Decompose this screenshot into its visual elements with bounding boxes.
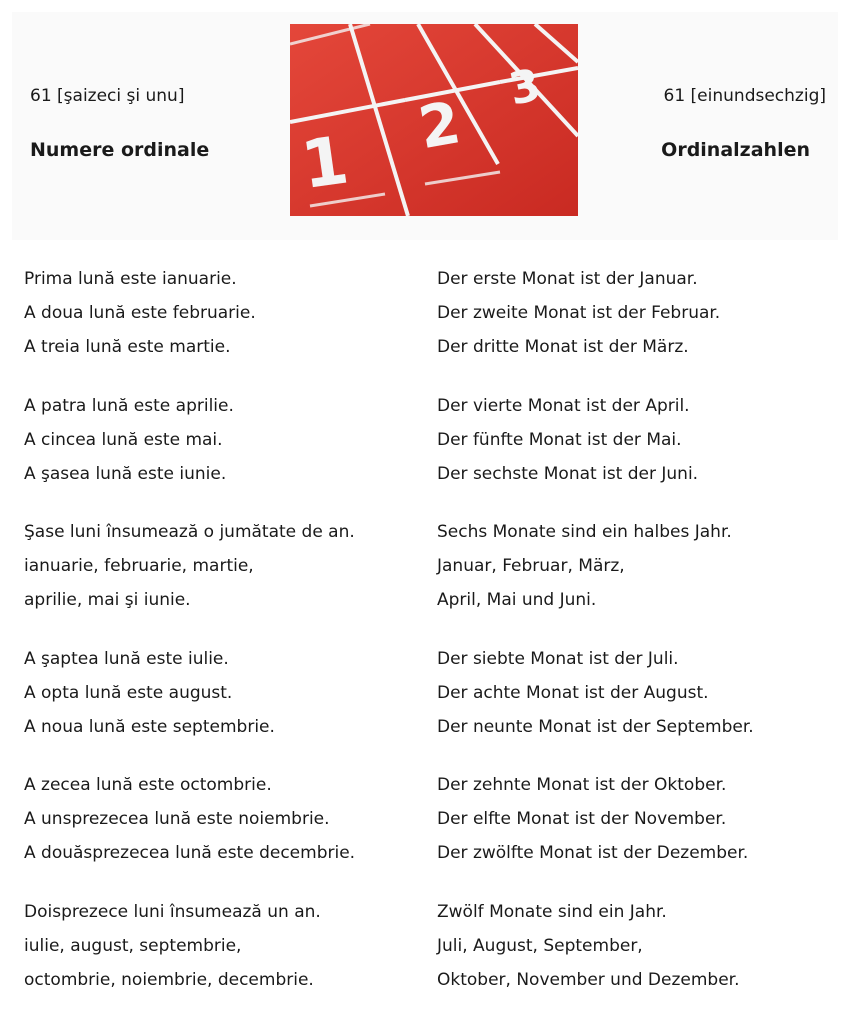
digit-three-mark: 3 <box>504 59 546 116</box>
phrase-de: Der elfte Monat ist der November. <box>437 809 727 829</box>
phrase-ro: aprilie, mai şi iunie. <box>24 590 191 610</box>
phrase-row <box>24 768 824 802</box>
phrase-row <box>24 895 824 929</box>
phrase-ro: A zecea lună este octombrie. <box>24 775 272 795</box>
phrase-ro: A douăsprezecea lună este decembrie. <box>24 843 356 863</box>
phrase-list <box>24 262 824 1021</box>
phrase-ro: Prima lună este ianuarie. <box>24 269 237 289</box>
phrase-de: April, Mai und Juni. <box>437 590 597 610</box>
phrase-row <box>24 423 824 457</box>
phrase-ro: A unsprezecea lună este noiembrie. <box>24 809 330 829</box>
phrase-group <box>24 515 824 617</box>
phrase-row <box>24 549 824 583</box>
phrase-ro: octombrie, noiembrie, decembrie. <box>24 969 314 990</box>
phrase-ro: A noua lună este septembrie. <box>24 716 275 737</box>
phrase-ro: A doua lună este februarie. <box>24 303 256 323</box>
phrase-row <box>24 262 824 296</box>
phrase-de: Zwölf Monate sind ein Jahr. <box>437 901 667 922</box>
phrase-ro: A şasea lună este iunie. <box>24 463 227 484</box>
phrase-ro: Şase luni însumează o jumătate de an. <box>24 522 355 542</box>
phrase-de: Der achte Monat ist der August. <box>437 682 709 703</box>
phrase-de: Der dritte Monat ist der März. <box>437 337 689 357</box>
phrase-row <box>24 389 824 423</box>
digit-two-mark: 2 <box>413 88 466 163</box>
phrase-row <box>24 583 824 617</box>
phrase-de: Der sechste Monat ist der Juni. <box>437 463 699 484</box>
lesson-title-de: Ordinalzahlen <box>661 139 810 161</box>
lesson-number-ro: 61 [şaizeci şi unu] <box>30 86 185 106</box>
phrase-de: Der siebte Monat ist der Juli. <box>437 648 679 669</box>
phrase-row <box>24 642 824 676</box>
phrase-de: Der fünfte Monat ist der Mai. <box>437 429 682 450</box>
phrase-de: Der zweite Monat ist der Februar. <box>437 303 721 323</box>
phrase-row <box>24 929 824 963</box>
phrase-group <box>24 262 824 364</box>
phrase-de: Sechs Monate sind ein halbes Jahr. <box>437 522 732 542</box>
phrase-ro: A treia lună este martie. <box>24 337 231 357</box>
phrase-de: Der erste Monat ist der Januar. <box>437 269 698 289</box>
digit-one-mark: 1 <box>296 121 353 205</box>
phrase-de: Oktober, November und Dezember. <box>437 969 740 990</box>
lesson-title-ro: Numere ordinale <box>30 139 210 161</box>
phrase-ro: A opta lună este august. <box>24 682 233 703</box>
phrase-row <box>24 296 824 330</box>
phrase-row <box>24 330 824 364</box>
phrase-group <box>24 768 824 870</box>
running-track-image <box>290 24 578 216</box>
phrase-de: Januar, Februar, März, <box>437 556 625 576</box>
phrase-de: Der neunte Monat ist der September. <box>437 716 754 737</box>
phrase-ro: A şaptea lună este iulie. <box>24 648 229 669</box>
phrase-row <box>24 676 824 710</box>
phrase-row <box>24 515 824 549</box>
phrase-group <box>24 895 824 997</box>
phrase-de: Der vierte Monat ist der April. <box>437 395 690 416</box>
phrase-group <box>24 642 824 744</box>
phrase-ro: Doisprezece luni însumează un an. <box>24 901 321 922</box>
phrase-ro: A cincea lună este mai. <box>24 429 223 450</box>
phrase-de: Juli, August, September, <box>437 935 643 956</box>
phrase-ro: ianuarie, februarie, martie, <box>24 556 254 576</box>
phrase-de: Der zwölfte Monat ist der Dezember. <box>437 843 749 863</box>
phrase-row <box>24 963 824 997</box>
phrase-de: Der zehnte Monat ist der Oktober. <box>437 775 727 795</box>
phrase-group <box>24 389 824 491</box>
phrase-ro: iulie, august, septembrie, <box>24 935 242 956</box>
phrase-ro: A patra lună este aprilie. <box>24 395 234 416</box>
lesson-number-de: 61 [einundsechzig] <box>663 86 826 106</box>
phrase-row <box>24 802 824 836</box>
phrase-row <box>24 836 824 870</box>
phrase-row <box>24 710 824 744</box>
phrase-row <box>24 457 824 491</box>
